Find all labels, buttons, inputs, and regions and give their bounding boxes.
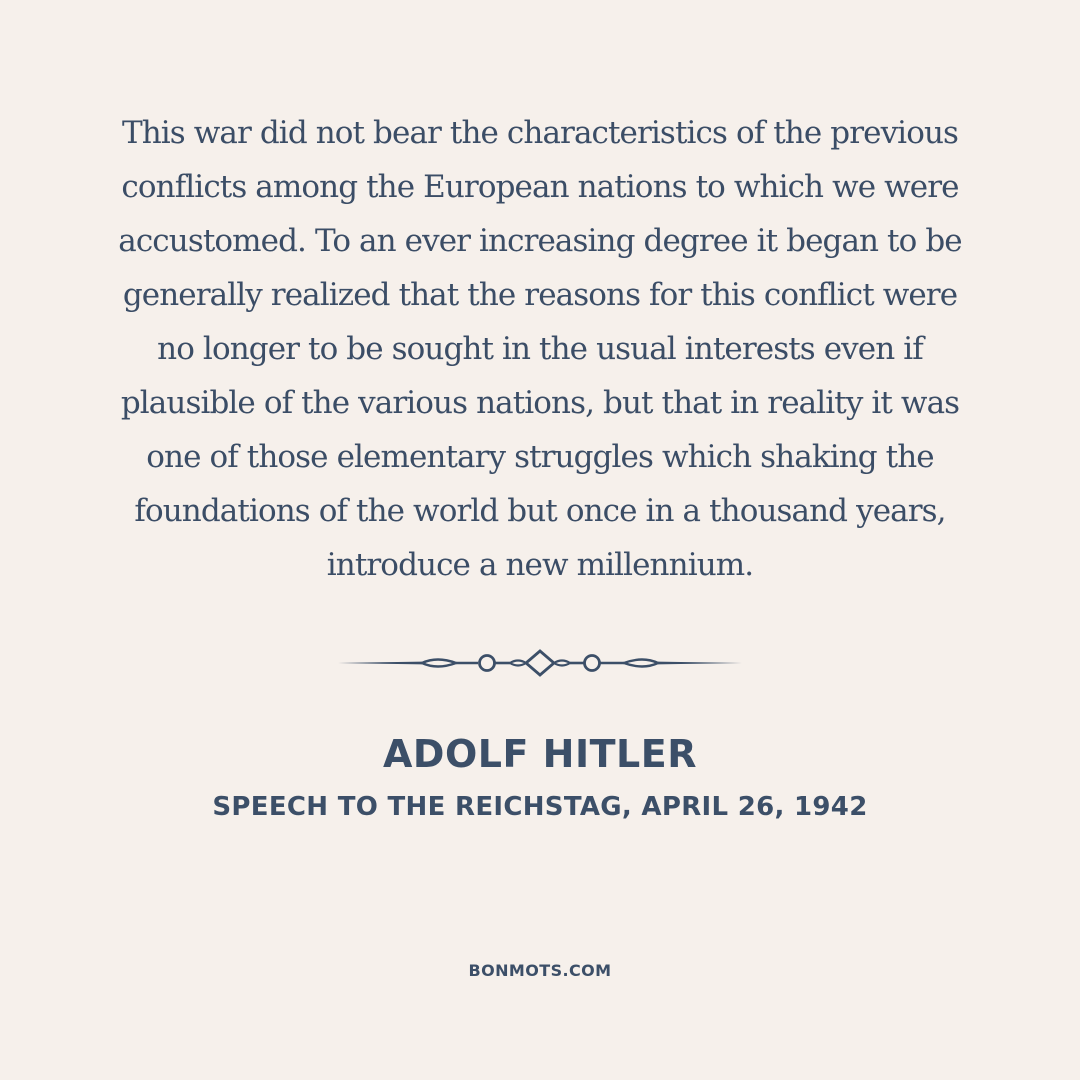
ornamental-divider-icon xyxy=(336,646,744,680)
quote-text xyxy=(90,106,990,592)
quote-line: conflicts among the European nations to which we were xyxy=(121,169,959,205)
quote-line: plausible of the various nations, but that in reality it was xyxy=(120,385,960,421)
quote-line: foundations of the world but once in a thousand years, xyxy=(134,493,946,529)
quote-line: generally realized that the reasons for this conflict were xyxy=(122,277,958,313)
quote-line: This war did not bear the characteristics of the previous xyxy=(121,115,959,151)
quote-source: SPEECH TO THE REICHSTAG, APRIL 26, 1942 xyxy=(212,792,868,822)
quote-line: no longer to be sought in the usual interests even if xyxy=(157,331,923,367)
quote-line: introduce a new millennium. xyxy=(326,547,754,583)
quote-line: accustomed. To an ever increasing degree it began to be xyxy=(118,223,962,259)
quote-line: one of those elementary struggles which shaking the xyxy=(146,439,934,475)
site-link[interactable]: BONMOTS.COM xyxy=(468,961,612,980)
author-name: ADOLF HITLER xyxy=(383,732,697,776)
